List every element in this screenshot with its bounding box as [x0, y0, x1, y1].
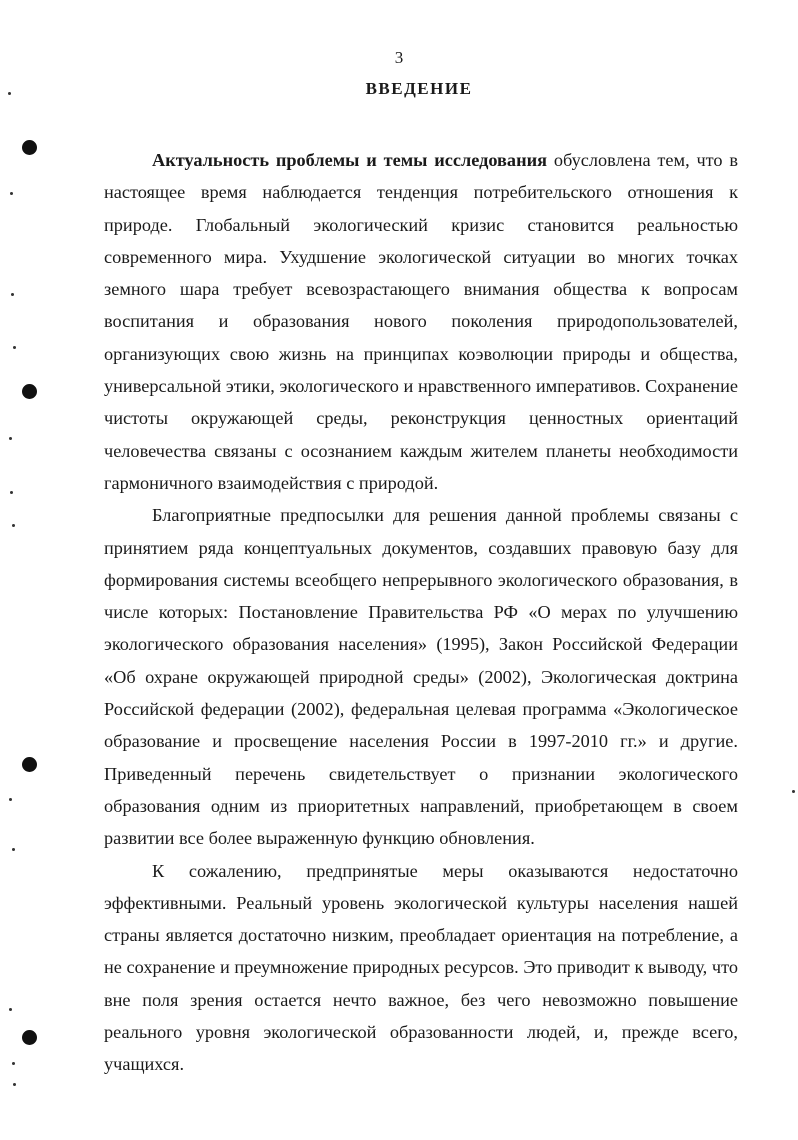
- paragraph-1: [104, 144, 738, 499]
- binder-hole-1: [22, 140, 37, 155]
- paragraph-text: обусловлена тем, что в настоящее время наблюдается тенденция потребительского отношения к природе. Глобальный экологический кризис становится реальностью современного мира. Ухудшение экологической ситуации во многих точках земного шара требует всевозрастающего внимания общества к вопросам воспитания и образования нового поколения природопользователей, организующих свою жизнь на принципах коэволюции природы и общества, универсальной этики, экологического и нравственного императивов. Сохранение чистоты окружающей среды, реконструкция ценностных ориентаций человечества связаны с осознанием каждым жителем планеты необходимости гармоничного взаимодействия с природой.: [104, 150, 738, 493]
- scan-speck: [11, 293, 14, 296]
- page-title: ВВЕДЕНИЕ: [365, 79, 473, 98]
- scan-speck: [9, 798, 12, 801]
- binder-hole-2: [22, 384, 37, 399]
- paragraph-lead: Актуальность проблемы и темы исследования: [152, 150, 548, 170]
- scan-speck: [12, 848, 15, 851]
- scan-speck: [10, 491, 13, 494]
- scan-speck: [12, 524, 15, 527]
- scan-speck: [9, 437, 12, 440]
- scan-speck: [13, 1083, 16, 1086]
- scan-speck: [10, 192, 13, 195]
- page-number: 3: [394, 48, 404, 67]
- binder-hole-3: [22, 757, 37, 772]
- scan-speck: [792, 790, 795, 793]
- scan-speck: [12, 1062, 15, 1065]
- binder-hole-4: [22, 1030, 37, 1045]
- scan-speck: [13, 346, 16, 349]
- scan-speck: [9, 1008, 12, 1011]
- scan-speck: [8, 92, 11, 95]
- paragraph-2: Благоприятные предпосылки для решения данной проблемы связаны с принятием ряда концептуальных документов, создавших правовую базу для формирования системы всеобщего непрерывного экологического образования, в числе которых: Постановление Правительства РФ «О мерах по улучшению экологического образования населения» (1995), Закон Российской Федерации «Об охране окружающей природной среды» (2002), Экологическая доктрина Российской федерации (2002), федеральная целевая программа «Экологическое образование и просвещение населения России в 1997-2010 гг.» и другие. Приведенный перечень свидетельствует о признании экологического образования одним из приоритетных направлений, приобретающем в своем развитии все более выраженную функцию обновления.: [104, 505, 738, 849]
- document-body: [104, 144, 738, 1081]
- paragraph-3: К сожалению, предпринятые меры оказываются недостаточно эффективными. Реальный уровень экологической культуры населения нашей страны является достаточно низким, преобладает ориентация на потребление, а не сохранение и преумножение природных ресурсов. Это приводит к выводу, что вне поля зрения остается нечто важное, без чего невозможно повышение реального уровня экологической образованности людей, и, прежде всего, учащихся.: [104, 860, 738, 1075]
